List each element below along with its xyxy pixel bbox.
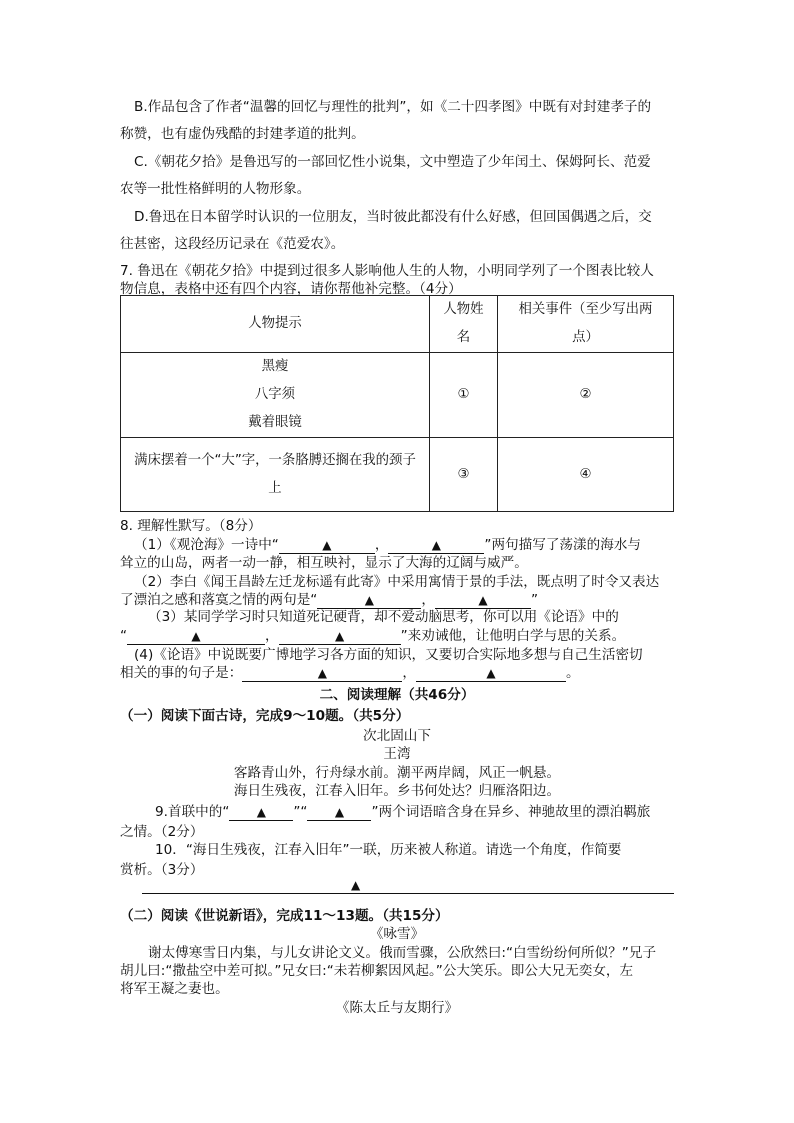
answer-marker: ▲ (364, 593, 374, 607)
answer-blank[interactable] (307, 804, 371, 821)
q7-question-line1: 7. 鲁迅在《朝花夕拾》中提到过很多人影响他人生的人物，小明同学列了一个图表比较人 (120, 263, 654, 279)
hint-line: 上 (268, 480, 282, 496)
q6-option-c-line1: C.《朝花夕拾》是鲁迅写的一部回忆性小说集，文中塑造了少年闰土、保姆阿长、范爱 (134, 154, 651, 170)
answer-marker: ▲ (334, 805, 345, 819)
q8-p1-text-a: （1）《观沧海》一诗中“ (134, 537, 279, 553)
table-row (121, 353, 674, 438)
answer-blank[interactable] (229, 804, 293, 821)
part2-title: （二）阅读《世说新语》，完成11～13题。（共15分） (120, 908, 449, 924)
row2-hint (121, 438, 430, 512)
q6-option-d-line1: D.鲁迅在日本留学时认识的一位朋友，当时彼此都没有什么好感，但回国偶遇之后，交 (134, 209, 652, 225)
header-event: 相关事件（至少写出两点） (498, 296, 674, 353)
poem-author: 王湾 (383, 746, 411, 762)
text2-title: 《陈太丘与友期行》 (335, 1000, 459, 1016)
answer-blank[interactable] (416, 665, 566, 682)
row1-name-blank[interactable]: ① (430, 353, 498, 438)
answer-marker: ▲ (486, 666, 496, 680)
answer-marker: ▲ (191, 629, 201, 643)
q8-p4-line2 (120, 661, 580, 682)
answer-marker: ▲ (322, 538, 332, 552)
q8-p3-text-b: ， (265, 628, 279, 644)
q8-title: 8. 理解性默写。（8分） (120, 518, 262, 534)
poem-title: 次北固山下 (363, 728, 431, 744)
q9-line2: 之情。（2分） (120, 824, 204, 840)
answer-marker: ▲ (317, 666, 327, 680)
answer-blank[interactable] (242, 665, 402, 682)
q8-p1-text-c: ”两句描写了荡漾的海水与 (484, 537, 641, 553)
q6-option-c-line2: 农等一批性格鲜明的人物形象。 (120, 181, 311, 197)
q10-line1: 10．“海日生残夜，江春入旧年”一联，历来被人称道。请选一个角度，作简要 (155, 842, 622, 858)
q8-p1-text-b: ， (374, 537, 389, 553)
answer-marker: ▲ (478, 593, 488, 607)
q8-p4-text-a: 相关的事的句子是： (120, 665, 243, 681)
table-header-row (121, 296, 674, 353)
q8-p1-line2: 耸立的山岛，两者一动一静，相互映衬，显示了大海的辽阔与威严。 (120, 555, 528, 571)
q10-line2: 赏析。（3分） (120, 862, 204, 878)
q9-text-c: ”两个词语暗含身在异乡、神驰故里的漂泊羁旅 (371, 804, 651, 820)
poem-line: 客路青山外，行舟绿水前。潮平两岸阔，风正一帆悬。 (233, 765, 561, 781)
answer-marker: ▲ (256, 805, 266, 819)
q8-p3-line1: （3）某同学学习时只知道死记硬背，却不爱动脑思考，你可以用《论语》中的 (148, 609, 619, 625)
hint-line: 戴着眼镜 (248, 415, 302, 430)
q7-table (120, 295, 674, 512)
q9-line1 (155, 800, 650, 821)
row2-event-blank[interactable]: ④ (498, 438, 674, 512)
q8-p4-line1: (4)《论语》中说既要广博地学习各方面的知识，又要切合实际地多想与自己生活密切 (134, 647, 643, 663)
poem-line: 海日生残夜，江春入旧年。乡书何处达？归雁洛阳边。 (233, 783, 561, 799)
q8-p3-line2 (120, 624, 625, 645)
text1-line: 将军王凝之妻也。 (120, 981, 229, 997)
row1-hint (121, 353, 430, 438)
header-name: 人物姓名 (430, 296, 498, 353)
text1-line: 胡儿曰:“撒盐空中差可拟。”兄女曰:“未若柳絮因风起。”公大笑乐。即公大兄无奕女，左 (120, 963, 634, 979)
q9-text-b: ”“ (293, 804, 308, 820)
q8-p2-text-c: ” (530, 592, 538, 608)
hint-line: 黑瘦 (261, 359, 289, 374)
q8-p4-text-c: 。 (565, 665, 580, 681)
part1-title: （一）阅读下面古诗，完成9～10题。（共5分） (120, 708, 410, 724)
answer-marker: ▲ (335, 629, 345, 643)
q8-p2-text-a: 了漂泊之感和落寞之情的两句是“ (120, 592, 318, 608)
q8-p3-text-a: “ (120, 628, 128, 644)
q7-question-line2: 物信息，表格中还有四个内容，请你帮他补完整。（4分） (120, 281, 462, 297)
q9-text-a: 9.首联中的“ (155, 804, 230, 820)
q6-option-b-line1: B.作品包含了作者“温馨的回忆与理性的批判”，如《二十四孝图》中既有对封建孝子的 (134, 99, 652, 115)
q6-option-d-line2: 往甚密，这段经历记录在《范爱农》。 (120, 236, 345, 252)
q8-p2-line1: （2）李白《闻王昌龄左迁龙标遥有此寄》中采用寓情于景的手法，既点明了时令又表达 (134, 574, 660, 590)
table-row (121, 438, 674, 512)
row2-name-blank[interactable]: ③ (430, 438, 498, 512)
header-hint: 人物提示 (121, 296, 430, 353)
q6-option-b-line2: 称赞，也有虚伪残酷的封建孝道的批判。 (120, 126, 365, 142)
q8-p4-text-b: ， (402, 665, 416, 681)
hint-line: 八字须 (254, 387, 296, 402)
answer-marker: ▲ (431, 538, 442, 552)
hint-line: 满床摆着一个“大”字，一条胳膊还搁在我的颈子 (134, 452, 416, 468)
row1-event-blank[interactable]: ② (498, 353, 674, 438)
answer-line[interactable] (142, 893, 674, 894)
q8-p3-text-c: ”来劝诫他，让他明白学与思的关系。 (400, 628, 626, 644)
q8-p2-text-b: ， (421, 592, 435, 608)
answer-marker: ▲ (351, 878, 361, 892)
text1-line: 谢太傅寒雪日内集，与儿女讲论文义。俄而雪骤，公欣然曰:“白雪纷纷何所似？”兄子 (148, 945, 657, 961)
text1-title: 《咏雪》 (369, 926, 425, 942)
section-title: 二、阅读理解（共46分） (319, 687, 475, 703)
